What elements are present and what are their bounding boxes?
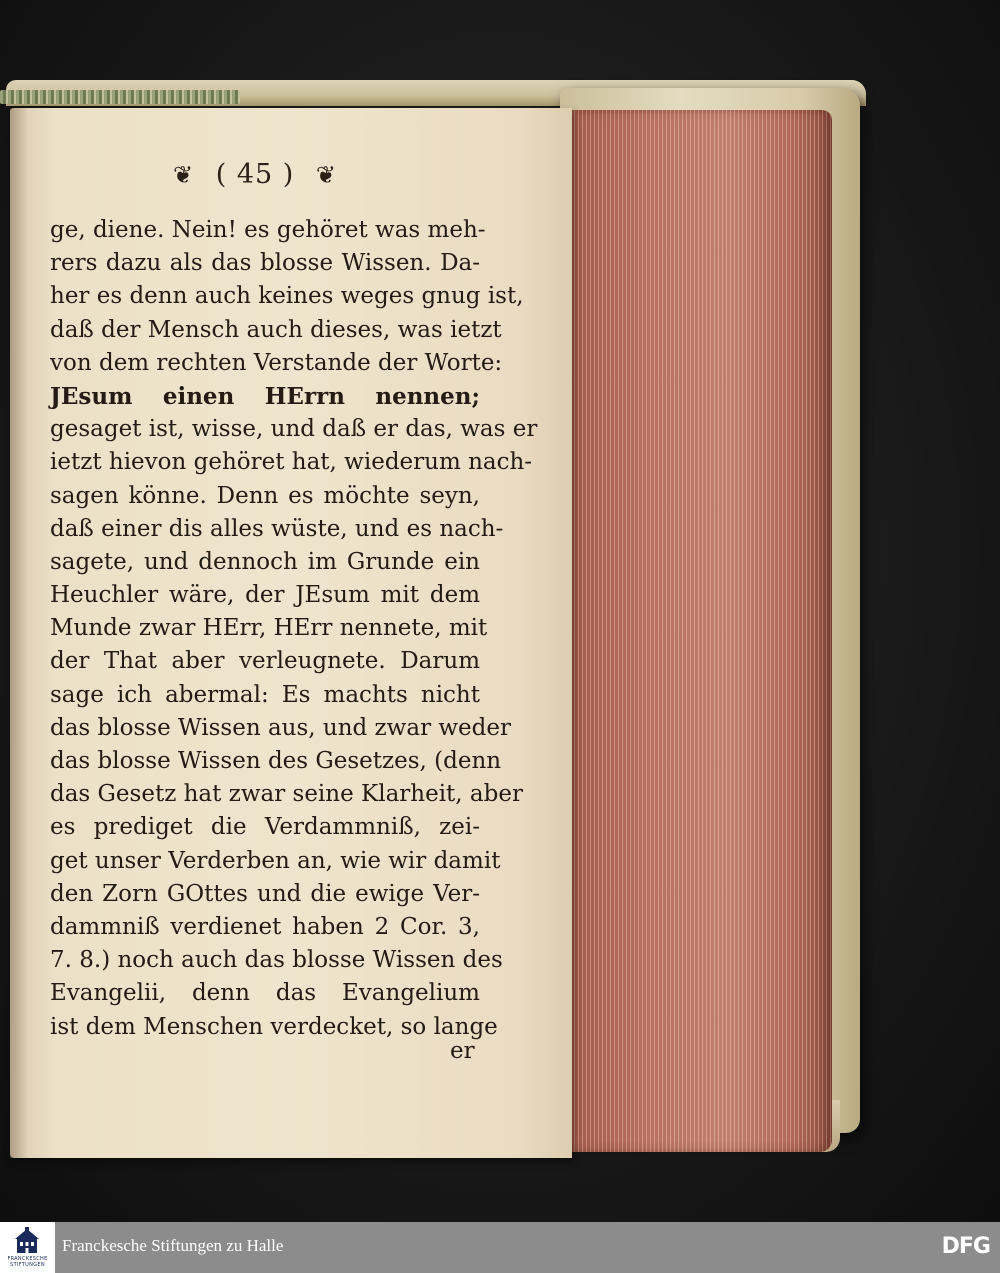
text-line: von dem rechten Verstande der Worte: — [50, 349, 503, 376]
text-line: get unser Verderben an, wie wir damit — [50, 847, 501, 874]
orphanage-building-icon — [14, 1227, 40, 1255]
institution-title: Franckesche Stiftungen zu Halle — [62, 1236, 284, 1255]
text-line: rers dazu als das blosse Wissen. Da- — [50, 250, 480, 277]
text-line: sage ich abermal: Es machts nicht — [50, 681, 480, 708]
text-line: Heuchler wäre, der JEsum mit dem — [50, 582, 480, 609]
text-line: dammniß verdienet haben 2 Cor. 3, — [50, 913, 480, 940]
text-line: gesaget ist, wisse, und daß er das, was er — [50, 416, 538, 443]
text-line: Evangelii, denn das Evangelium — [50, 980, 480, 1007]
printed-page — [10, 108, 572, 1158]
text-line: Munde zwar HErr, HErr nennete, mit — [50, 615, 488, 642]
left-ornament-icon: ❦ — [173, 160, 195, 189]
book-headband — [0, 90, 240, 104]
footer-bar — [0, 1222, 1000, 1273]
page-gutter-shadow — [10, 108, 28, 1158]
institution-logo[interactable] — [0, 1222, 55, 1273]
text-line: sagen könne. Denn es möchte seyn, — [50, 482, 480, 509]
text-line: daß der Mensch auch dieses, was ietzt — [50, 316, 502, 343]
page-number: ( 45 ) — [215, 159, 295, 190]
text-line: ist dem Menschen verdecket, so lange — [50, 1013, 498, 1040]
text-line: den Zorn GOttes und die ewige Ver- — [50, 880, 480, 907]
text-line: das Gesetz hat zwar seine Klarheit, aber — [50, 781, 523, 808]
catchword: er — [450, 1038, 475, 1064]
text-line: das blosse Wissen aus, und zwar weder — [50, 714, 511, 741]
text-line: 7. 8.) noch auch das blosse Wissen des — [50, 947, 503, 974]
book-fore-edge — [570, 110, 832, 1152]
running-head — [150, 158, 360, 190]
text-line: es prediget die Verdammniß, zei- — [50, 814, 480, 841]
text-line: her es denn auch keines weges gnug ist, — [50, 283, 524, 310]
dfg-logo[interactable]: DFG — [941, 1234, 990, 1259]
right-ornament-icon: ❦ — [315, 160, 337, 189]
institution-logo-text: FRANCKESCHE STIFTUNGEN — [7, 1256, 48, 1268]
body-text — [50, 214, 538, 1044]
text-line: der That aber verleugnete. Darum — [50, 648, 480, 675]
text-line: ge, diene. Nein! es gehöret was meh- — [50, 217, 486, 243]
text-line: ietzt hievon gehöret hat, wiederum nach- — [50, 449, 533, 476]
text-line: JEsum einen HErrn nennen; — [50, 382, 480, 410]
text-line: sagete, und dennoch im Grunde ein — [50, 548, 480, 575]
text-line: daß einer dis alles wüste, und es nach- — [50, 515, 504, 542]
text-line: das blosse Wissen des Gesetzes, (denn — [50, 748, 502, 774]
